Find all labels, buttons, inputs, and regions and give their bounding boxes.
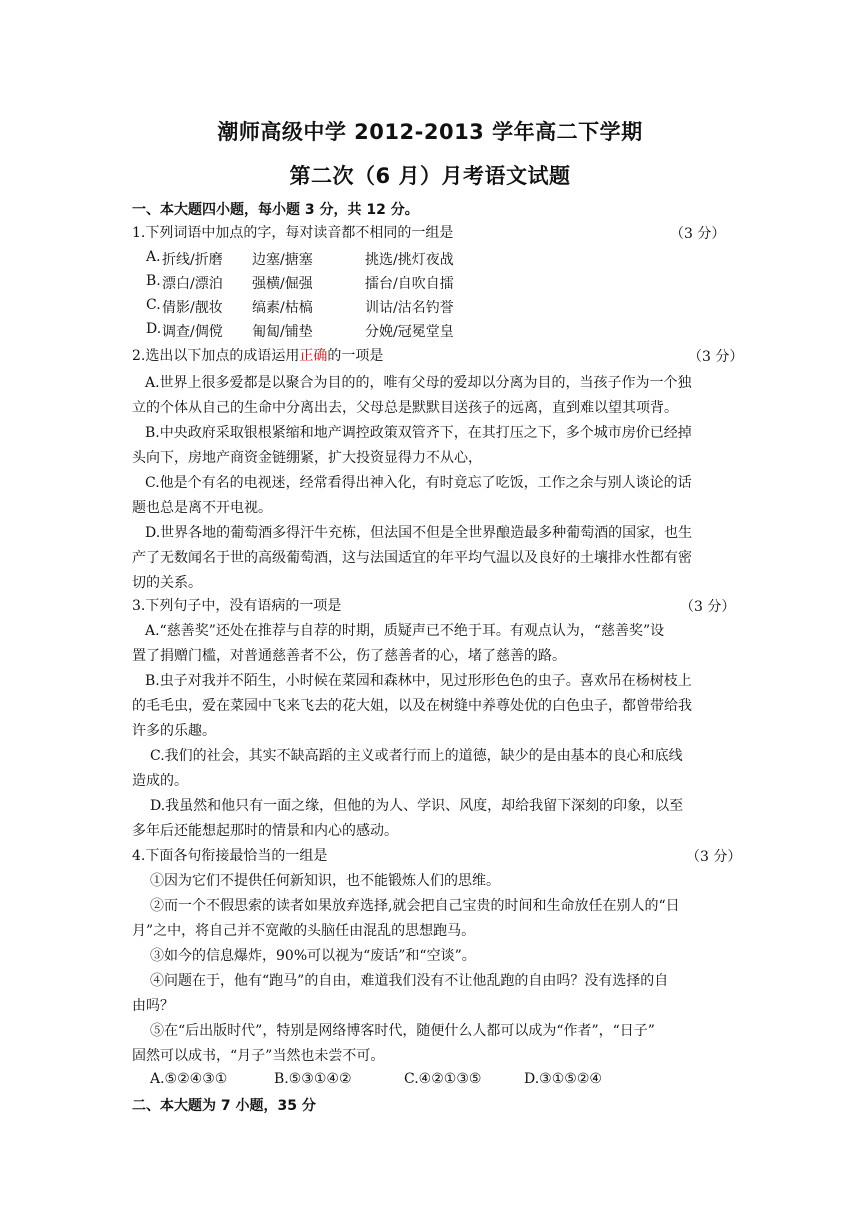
option-col-1: 倩影/靓妆 <box>162 300 223 316</box>
question-4-sentence-2-line-2: 月”之中，将自己并不宽敞的头脑任由混乱的思想跑马。 <box>132 923 476 939</box>
exam-title-line-2: 第二次（6 月）月考语文试题 <box>289 164 571 188</box>
question-1-stem: 1.下列词语中加点的字，每对读音都不相同的一组是 <box>132 225 454 241</box>
question-3-option-c-line-1: C.我们的社会，其实不缺高蹈的主义或者行而上的道德，缺少的是由基本的良心和底线 <box>150 748 683 764</box>
question-4-option-b: B.⑤③①④② <box>274 1071 352 1087</box>
option-col-3: 训诂/沽名钓誉 <box>365 300 454 316</box>
question-2-option-c-line-1: C.他是个有名的电视迷，经常看得出神入化，有时竟忘了吃饭，工作之余与别人谈论的话 <box>145 475 692 491</box>
question-2-stem <box>132 346 383 366</box>
stem-text-end: 的一项是 <box>327 348 384 364</box>
question-4-sentence-1: ①因为它们不提供任何新知识，也不能锻炼人们的思维。 <box>150 873 500 889</box>
section-1-heading: 一、本大题四小题，每小题 3 分，共 12 分。 <box>132 202 419 218</box>
question-3-stem: 3.下列句子中，没有语病的一项是 <box>132 598 342 614</box>
option-col-2: 匍匐/铺垫 <box>252 324 313 340</box>
question-3-option-a-line-2: 置了捐赠门槛，对普通慈善者不公，伤了慈善者的心，堵了慈善的路。 <box>132 648 566 664</box>
option-label: D. <box>146 321 162 337</box>
question-2-option-d-line-1: D.世界各地的葡萄酒多得汗牛充栋，但法国不但是全世界酿造最多种葡萄酒的国家，也生 <box>145 525 693 541</box>
question-3-option-d-line-2: 多年后还能想起那时的情景和内心的感动。 <box>132 823 398 839</box>
option-col-3: 挑选/挑灯夜战 <box>365 252 454 268</box>
question-3-option-b-line-3: 许多的乐趣。 <box>132 723 216 739</box>
question-3-option-d-line-1: D.我虽然和他只有一面之缘，但他的为人、学识、风度，却给我留下深刻的印象，以至 <box>150 798 684 814</box>
stem-text: 2.选出以下加点的成语运用 <box>132 348 300 364</box>
option-col-1: 漂白/漂泊 <box>162 276 223 292</box>
section-2-heading: 二、本大题为 7 小题，35 分 <box>132 1098 316 1114</box>
option-label: A. <box>146 249 161 265</box>
option-col-2: 强横/倔强 <box>252 276 313 292</box>
option-label: C. <box>146 297 161 313</box>
question-2-option-b-line-1: B.中央政府采取银根紧缩和地产调控政策双管齐下，在其打压之下，多个城市房价已经掉 <box>145 425 692 441</box>
question-2-option-a-line-2: 立的个体从自己的生命中分离出去，父母总是默默目送孩子的远离，直到难以望其项背。 <box>132 400 678 416</box>
question-4-sentence-5-line-1: ⑤在“后出版时代”，特别是网络博客时代，随便什么人都可以成为“作者”，“日子” <box>150 1023 655 1039</box>
question-4-sentence-2-line-1: ②而一个不假思索的读者如果放弃选择,就会把自己宝贵的时间和生命放任在别人的“日 <box>150 898 680 914</box>
option-col-3: 擂台/自吹自擂 <box>365 276 454 292</box>
question-2-option-a-line-1: A.世界上很多爱都是以聚合为目的的，唯有父母的爱却以分离为目的，当孩子作为一个独 <box>145 375 692 391</box>
question-3-score: （3 分） <box>680 599 736 615</box>
option-col-3: 分娩/冠冕堂皇 <box>365 324 454 340</box>
exam-title-line-1: 潮师高级中学 2012-2013 学年高二下学期 <box>217 120 643 144</box>
question-4-stem: 4.下面各句衔接最恰当的一组是 <box>132 848 328 864</box>
question-3-option-a-line-1: A.“慈善奖”还处在推荐与自荐的时期，质疑声已不绝于耳。有观点认为，“慈善奖”设 <box>145 623 665 639</box>
question-4-option-a: A.⑤②④③① <box>150 1071 228 1087</box>
question-3-option-c-line-2: 造成的。 <box>132 773 188 789</box>
question-3-option-b-line-1: B.虫子对我并不陌生，小时候在菜园和森林中，见过形形色色的虫子。喜欢吊在杨树枝上 <box>145 673 692 689</box>
question-4-sentence-4-line-1: ④问题在于，他有“跑马”的自由，难道我们没有不让他乱跑的自由吗？没有选择的自 <box>150 973 669 989</box>
question-4-sentence-4-line-2: 由吗？ <box>132 998 174 1014</box>
option-label: B. <box>146 273 161 289</box>
question-3-option-b-line-2: 的毛毛虫，爱在菜园中飞来飞去的花大姐，以及在树缝中养尊处优的白色虫子，都曾带给我 <box>132 698 692 714</box>
question-4-score: （3 分） <box>686 849 742 865</box>
question-1-score: （3 分） <box>670 226 726 242</box>
question-4-option-d: D.③①⑤②④ <box>524 1071 602 1087</box>
question-2-option-d-line-3: 切的关系。 <box>132 575 202 591</box>
question-2-score: （3 分） <box>688 349 744 365</box>
question-2-option-c-line-2: 题也总是离不开电视。 <box>132 500 272 516</box>
question-2-option-d-line-2: 产了无数闻名于世的高级葡萄酒，这与法国适宜的年平均气温以及良好的土壤排水性都有密 <box>132 550 692 566</box>
question-4-sentence-3: ③如今的信息爆炸，90%可以视为“废话”和“空谈”。 <box>150 948 476 964</box>
question-4-option-c: C.④②①③⑤ <box>404 1071 482 1087</box>
question-2-option-b-line-2: 头向下，房地产商资金链绷紧，扩大投资显得力不从心， <box>132 450 482 466</box>
stem-highlight: 正确 <box>299 348 328 364</box>
option-col-1: 调查/倜傥 <box>162 324 223 340</box>
option-col-2: 缟素/枯槁 <box>252 300 313 316</box>
option-col-1: 折线/折磨 <box>162 252 223 268</box>
option-col-2: 边塞/搪塞 <box>252 252 313 268</box>
question-4-sentence-5-line-2: 固然可以成书，“月子”当然也未尝不可。 <box>132 1048 385 1064</box>
